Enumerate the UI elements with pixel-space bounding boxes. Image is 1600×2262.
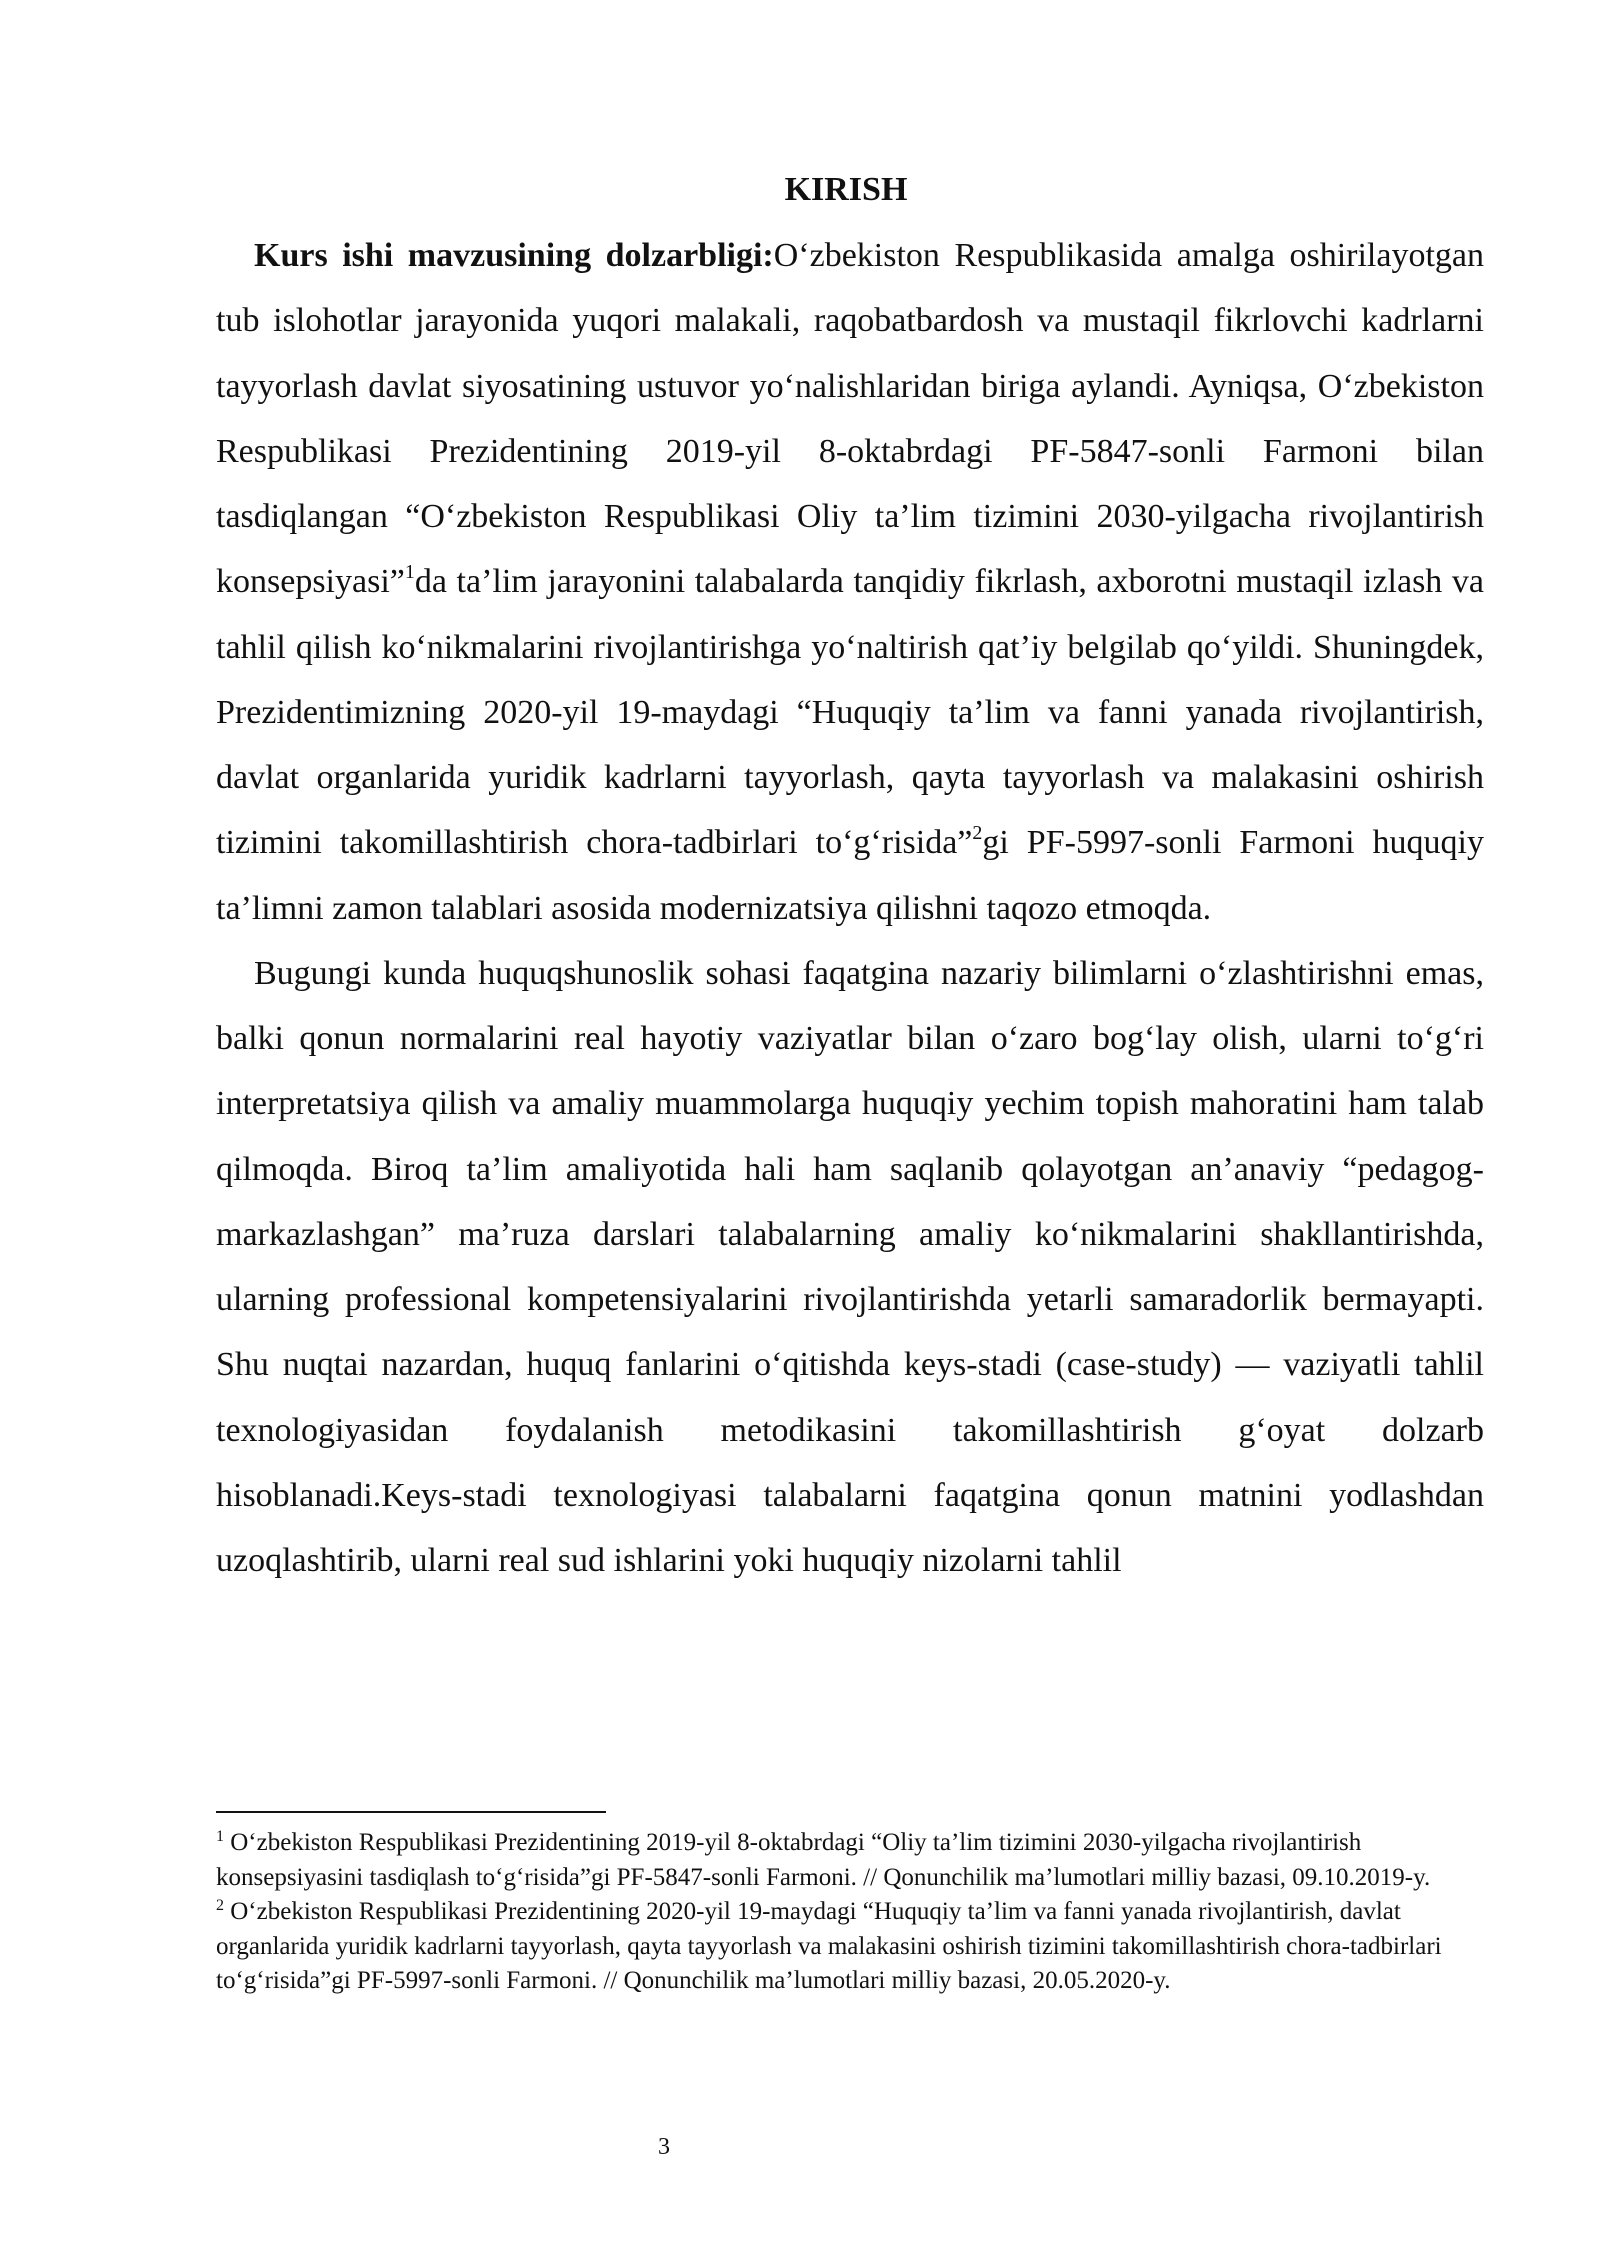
footnote-ref-1[interactable]: 1 — [404, 561, 415, 584]
footnote-mark: 2 — [216, 1897, 224, 1914]
paragraph-today: Bugungi kunda huquqshunoslik sohasi faqatgina nazariy bilimlarni o‘zlashtirishni emas, balki qonun normalarini real hayotiy vaziyatlar bilan o‘zaro bog‘lay olish, ularni to‘g‘ri interpretatsiya qilish va amaliy muammolarga huquqiy yechim topish mahoratini ham talab qilmoqda. Biroq ta’lim amaliyotida hali ham saqlanib qolayotgan an’anaviy “pedagog-markazlashgan” ma’ruza darslari talabalarning amaliy ko‘nikmalarini shakllantirishda, ularning professional kompetensiyalarini rivojlantirishda yetarli samaradorlik bermayapti. Shu nuqtai nazardan, huquq fanlarini o‘qitishda keys-stadi (case-study) — vaziyatli tahlil texnologiyasidan foydalanish metodikasini takomillashtirish g‘oyat dolzarb hisoblanadi.Keys-stadi texnologiyasi talabalarni faqatgina qonun matnini yodlashdan uzoqlashtirib, ularni real sud ishlarini yoki huquqiy nizolarni tahlil — [216, 954, 1484, 1579]
relevance-lead: Kurs ishi mavzusining dolzarbligi: — [254, 237, 774, 274]
section-title: KIRISH — [784, 171, 908, 208]
footnote-text: O‘zbekiston Respublikasi Prezidentining 2020-yil 19-maydagi “Huquqiy ta’lim va fanni yanada rivojlantirish, davlat organlarida yuridik kadrlarni tayyorlash, qayta tayyorlash va malakasini oshirish tizimini takomillashtirish chora-tadbirlari to‘g‘risida”gi PF-5997-sonli Farmoni. // Qonunchilik ma’lumotlari milliy bazasi, 20.05.2020-y. — [216, 1898, 1442, 1994]
footnote-separator — [216, 1811, 606, 1813]
footnote-mark: 1 — [216, 1828, 224, 1845]
paragraph-text-part: da ta’lim jarayonini talabalarda tanqidiy fikrlash, axborotni mustaqil izlash va tahlil qilish ko‘nikmalarini rivojlantirishga yo‘naltirish qat’iy belgilab qo‘yildi. Shuningdek, Prezidentimizning 2020-yil 19-maydagi “Huquqiy ta’lim va fanni yanada rivojlantirish, davlat organlarida yuridik kadrlarni tayyorlash, qayta tayyorlash va malakasini oshirish tizimini takomillashtirish chora-tadbirlari to‘g‘risida” — [216, 563, 1484, 862]
paragraph-text-part: gi PF-5997-sonli Farmoni huquqiy ta’limni zamon talablari asosida modernizatsiya qilishni taqozo etmoqda. — [216, 824, 1484, 927]
footnotes — [216, 1826, 1484, 1999]
footnote-1 — [216, 1826, 1484, 1895]
footnote-text: O‘zbekiston Respublikasi Prezidentining 2019-yil 8-oktabrdagi “Oliy ta’lim tizimini 2030-yilgacha rivojlantirish konsepsiyasini tasdiqlash to‘g‘risida”gi PF-5847-sonli Farmoni. // Qonunchilik ma’lumotlari milliy bazasi, 09.10.2019-y. — [216, 1829, 1431, 1891]
paragraph-text-part: O‘zbekiston Respublikasida amalga oshirilayotgan tub islohotlar jarayonida yuqori malakali, raqobatbardosh va mustaqil fikrlovchi kadrlarni tayyorlash davlat siyosatining ustuvor yo‘nalishlaridan biriga aylandi. Ayniqsa, O‘zbekiston Respublikasi Prezidentining 2019-yil 8-oktabrdagi PF-5847-sonli Farmoni bilan tasdiqlangan “O‘zbekiston Respublikasi Oliy ta’lim tizimini 2030-yilgacha rivojlantirish konsepsiyasi” — [216, 237, 1484, 601]
page-number: 3 — [658, 2134, 670, 2160]
footnote-2 — [216, 1895, 1484, 1999]
footnote-ref-2[interactable]: 2 — [972, 822, 983, 845]
body-text — [216, 223, 1484, 1593]
paragraph-relevance — [216, 223, 1484, 941]
